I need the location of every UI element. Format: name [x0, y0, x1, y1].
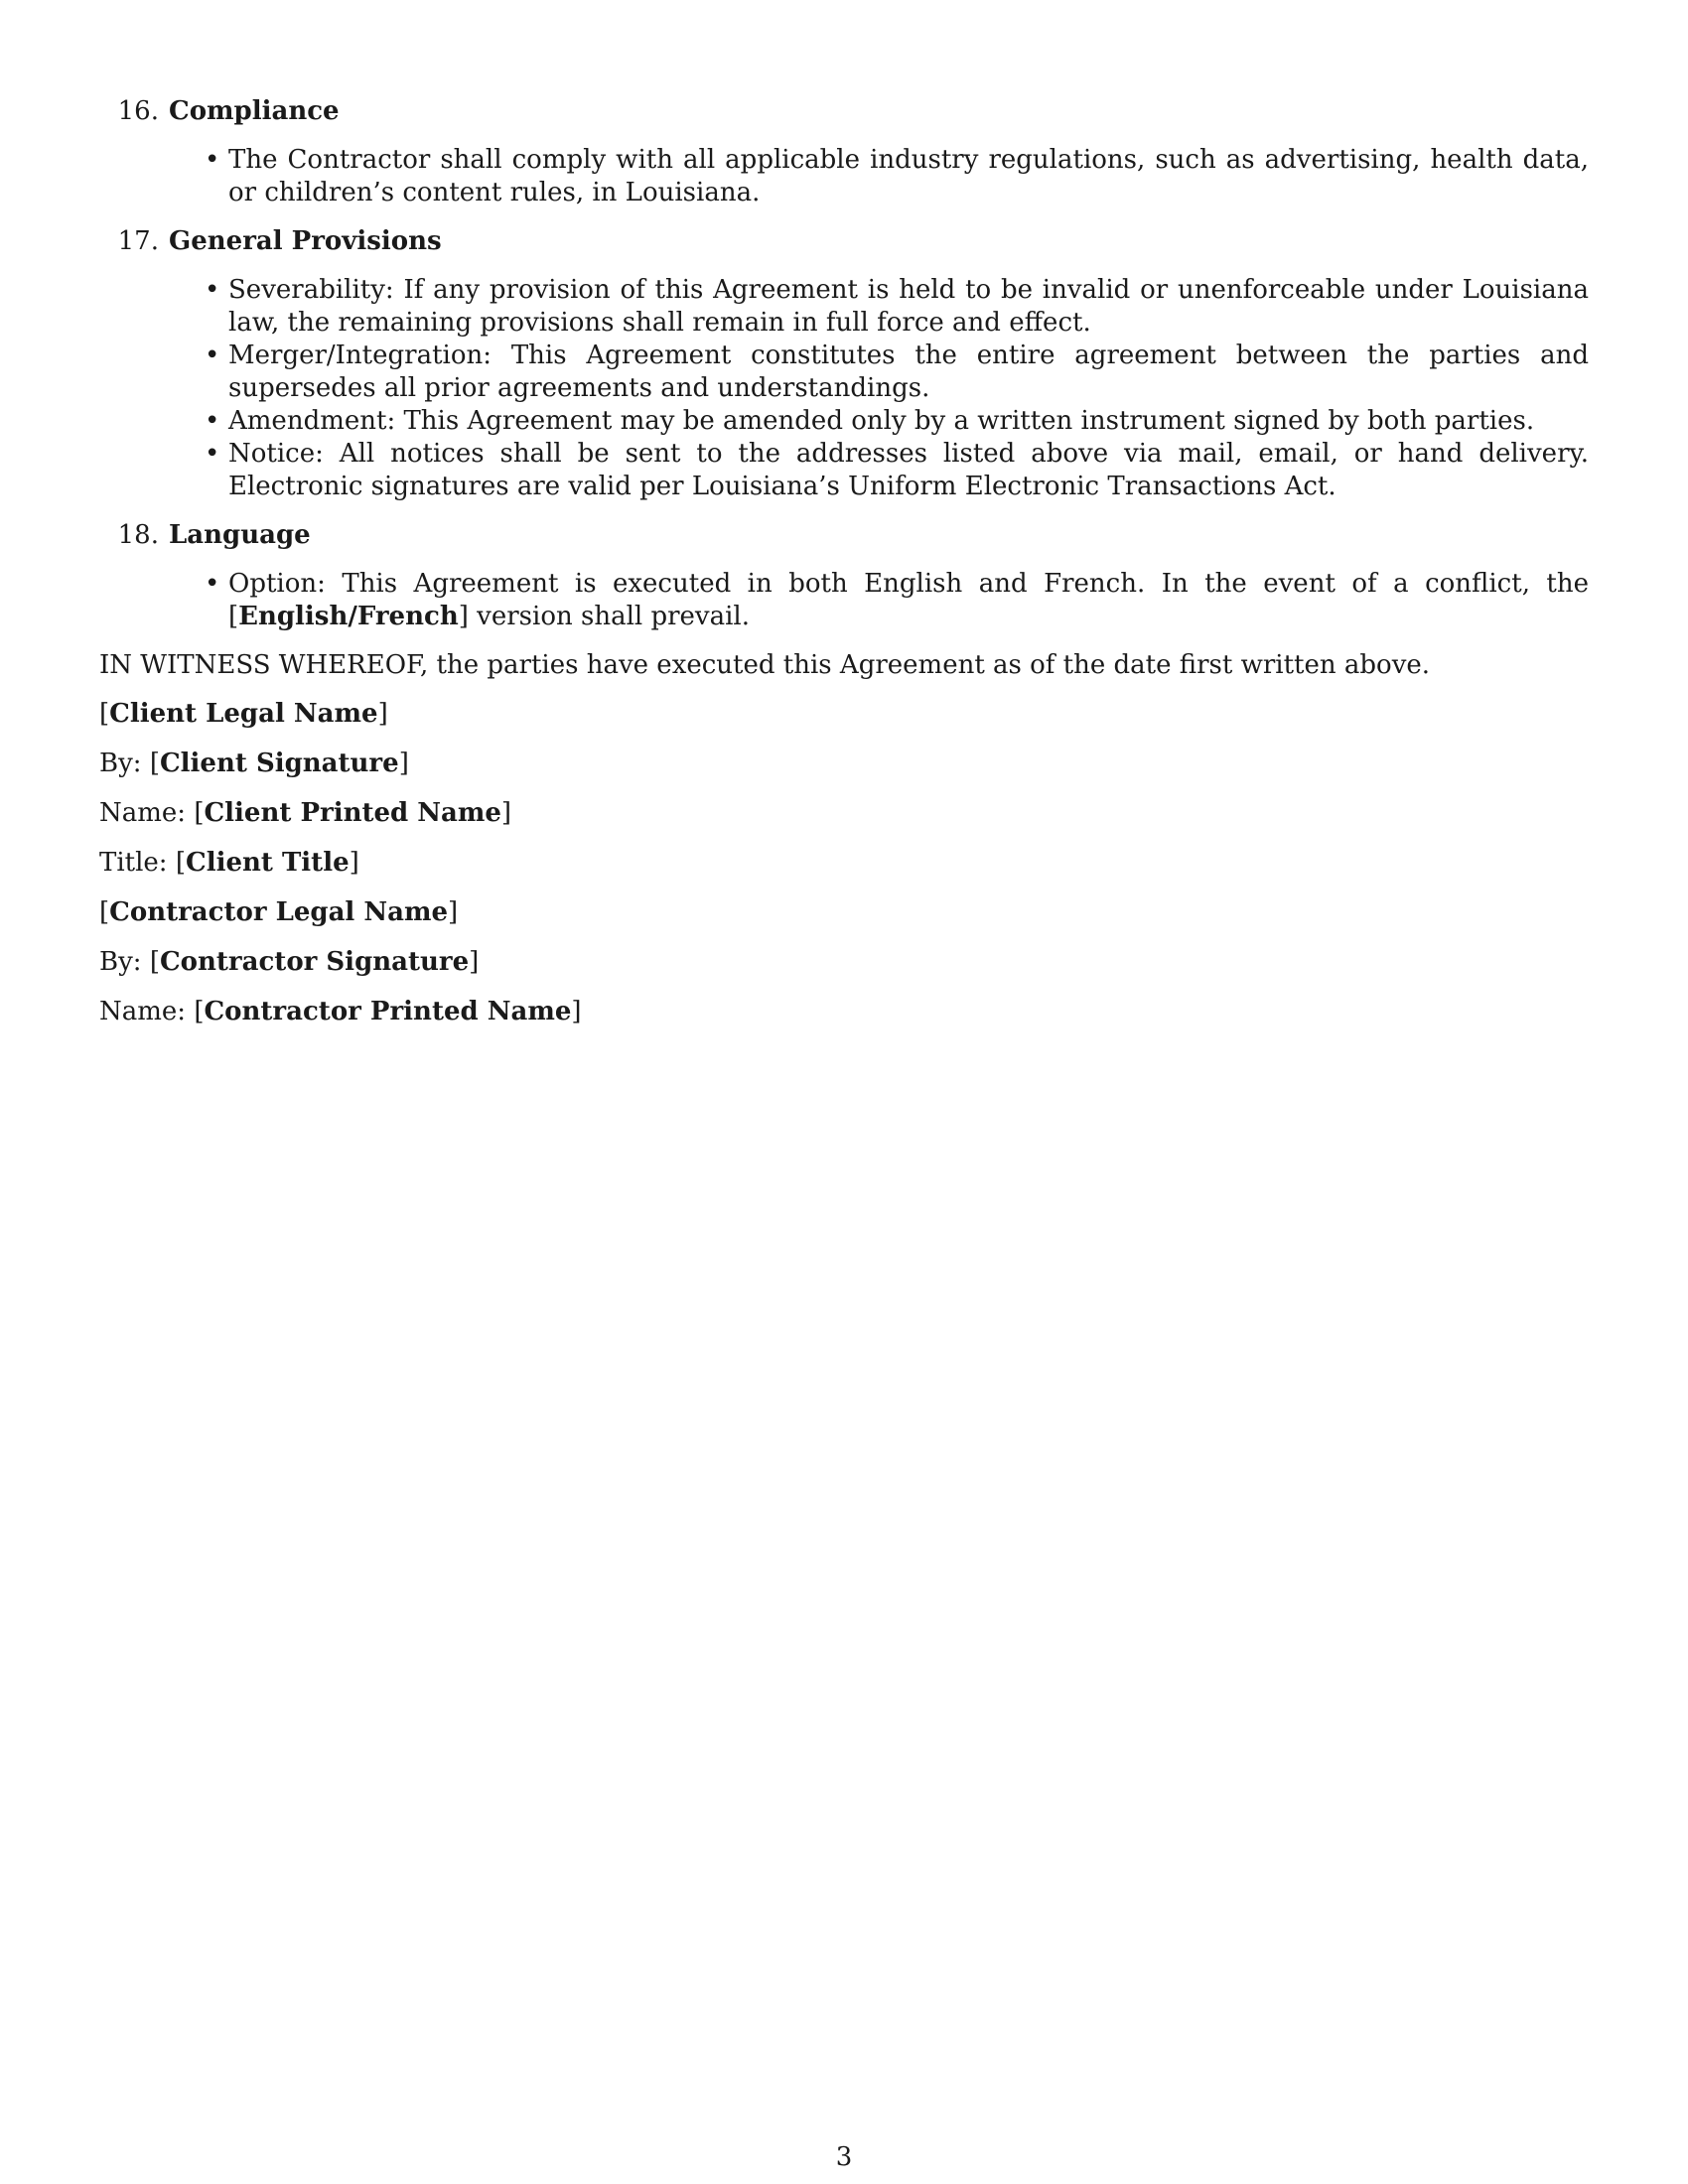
client-title-line: Title: [Client Title]: [99, 848, 359, 878]
client-name-line: Name: [Client Printed Name]: [99, 798, 512, 828]
witness-clause: IN WITNESS WHEREOF, the parties have executed this Agreement as of the date first written above.: [99, 650, 1431, 680]
list-item: [205, 144, 1589, 209]
section-number: 18.: [117, 520, 159, 550]
list-item-text: Amendment: This Agreement may be amended only by a written instrument signed by both parties.: [228, 406, 1535, 436]
contractor-legal-name: Contractor Legal Name: [109, 897, 449, 927]
bullet-icon: •: [205, 406, 220, 436]
client-by-line: By: [Client Signature]: [99, 749, 409, 778]
by-label: By:: [99, 749, 142, 778]
section-title: General Provisions: [169, 226, 442, 256]
client-title: Client Title: [186, 848, 350, 878]
list-item: [205, 568, 1589, 633]
document-page: [99, 95, 1589, 1045]
section-heading: [99, 225, 1589, 258]
signature-block: [99, 698, 1589, 1028]
bullet-icon: •: [205, 275, 220, 305]
list-item: [205, 405, 1589, 438]
section-compliance: [99, 95, 1589, 209]
client-signature: Client Signature: [159, 749, 399, 778]
bullet-list: [99, 568, 1589, 633]
contractor-by-line: By: [Contractor Signature]: [99, 947, 480, 977]
client-legal-name: Client Legal Name: [109, 699, 378, 729]
page-number: 3: [835, 2142, 853, 2172]
bracket: ]: [458, 602, 469, 631]
list-item-text: version shall prevail.: [468, 602, 751, 631]
list-item: [205, 438, 1589, 503]
language-placeholder: English/French: [238, 602, 459, 631]
contractor-legal-name-line: [Contractor Legal Name]: [99, 897, 459, 927]
bullet-list: [99, 144, 1589, 209]
list-item-text: Merger/Integration: This Agreement constitutes the entire agreement between the parties and supersedes all prior agreements and understandings.: [228, 341, 1589, 403]
section-language: [99, 519, 1589, 633]
client-printed-name: Client Printed Name: [204, 798, 501, 828]
contractor-signature: Contractor Signature: [159, 947, 470, 977]
bullet-icon: •: [205, 341, 220, 370]
list-item-text: Notice: All notices shall be sent to the addresses listed above via mail, email, or hand delivery. Electronic signatures are valid per Louisiana’s Uniform Electronic Transactions Act.: [228, 439, 1589, 501]
section-number: 17.: [117, 226, 159, 256]
list-item-text: Severability: If any provision of this Agreement is held to be invalid or unenforceable under Louisiana law, the remaining provisions shall remain in full force and effect.: [228, 275, 1589, 338]
bullet-icon: •: [205, 145, 220, 175]
client-legal-name-line: [Client Legal Name]: [99, 699, 388, 729]
section-heading: [99, 519, 1589, 552]
list-item-text: The Contractor shall comply with all applicable industry regulations, such as advertising, health data, or children’s content rules, in Louisiana.: [228, 145, 1589, 207]
bullet-list: [99, 274, 1589, 503]
section-heading: [99, 95, 1589, 128]
contractor-printed-name: Contractor Printed Name: [204, 997, 572, 1026]
bullet-icon: •: [205, 439, 220, 469]
name-label: Name:: [99, 997, 187, 1026]
list-item: [205, 340, 1589, 405]
title-label: Title:: [99, 848, 168, 878]
list-item: [205, 274, 1589, 340]
section-general-provisions: [99, 225, 1589, 503]
by-label: By:: [99, 947, 142, 977]
section-number: 16.: [117, 96, 159, 126]
bullet-icon: •: [205, 569, 220, 599]
section-title: Compliance: [169, 96, 340, 126]
list-item-text: Option: This Agreement is executed in both English and French. In the event of a conflict, the: [228, 569, 1589, 599]
bracket: [: [228, 602, 239, 631]
name-label: Name:: [99, 798, 187, 828]
contractor-name-line: Name: [Contractor Printed Name]: [99, 997, 582, 1026]
section-title: Language: [169, 520, 311, 550]
